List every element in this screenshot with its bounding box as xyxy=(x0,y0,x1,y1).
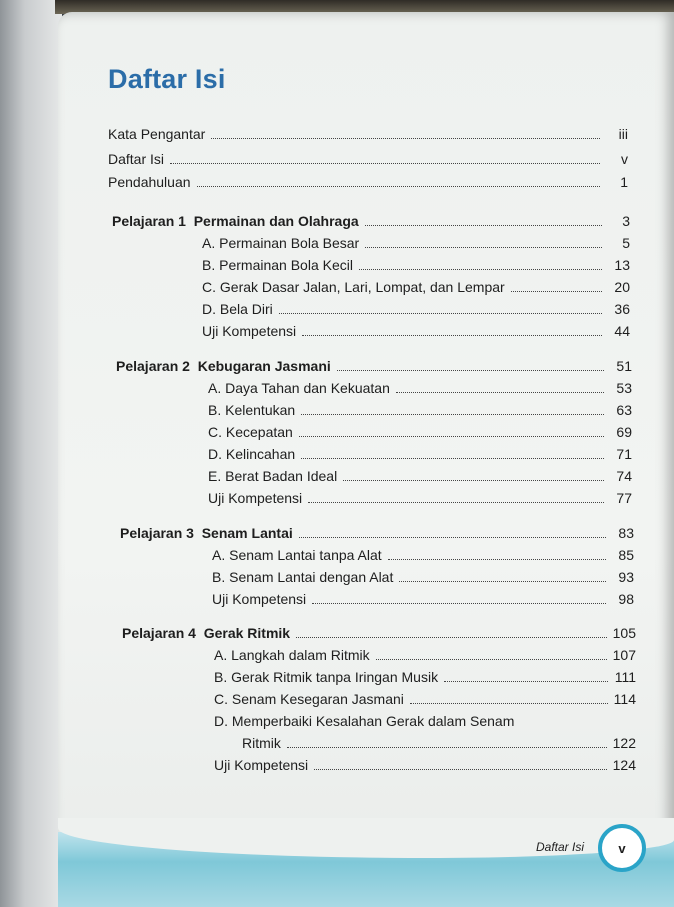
chapter-title: Senam Lantai xyxy=(201,525,293,541)
toc-item: Uji Kompetensi 77 xyxy=(208,490,632,506)
leader-dots xyxy=(308,501,604,503)
leader-dots xyxy=(211,137,600,139)
book-page xyxy=(58,12,674,907)
chapter-title: Gerak Ritmik xyxy=(203,625,291,641)
leader-dots xyxy=(301,413,604,415)
leader-dots xyxy=(279,312,602,314)
leader-dots xyxy=(337,369,604,371)
toc-item: Uji Kompetensi 98 xyxy=(212,591,634,607)
toc-item: B. Gerak Ritmik tanpa Iringan Musik 111 xyxy=(214,669,636,685)
leader-dots xyxy=(301,457,604,459)
toc-chapter-1: Pelajaran 1 Permainan dan Olahraga 3 xyxy=(112,213,630,229)
toc-item: A. Senam Lantai tanpa Alat 85 xyxy=(212,547,634,563)
leader-dots xyxy=(299,536,606,538)
leader-dots xyxy=(359,268,602,270)
toc-item: D. Kelincahan 71 xyxy=(208,446,632,462)
leader-dots xyxy=(170,162,600,164)
leader-dots xyxy=(296,636,607,638)
book-binding xyxy=(0,0,62,907)
leader-dots xyxy=(396,391,604,393)
leader-dots xyxy=(376,658,607,660)
toc-chapter-3: Pelajaran 3 Senam Lantai 83 xyxy=(120,525,634,541)
leader-dots xyxy=(287,746,607,748)
toc-chapter-2: Pelajaran 2 Kebugaran Jasmani 51 xyxy=(116,358,632,374)
chapter-number: Pelajaran 3 xyxy=(120,525,194,541)
leader-dots xyxy=(388,558,606,560)
leader-dots xyxy=(444,680,608,682)
chapter-number: Pelajaran 4 xyxy=(122,625,196,641)
toc-item: B. Kelentukan 63 xyxy=(208,402,632,418)
chapter-title: Permainan dan Olahraga xyxy=(193,213,359,229)
leader-dots xyxy=(312,602,606,604)
toc-item: E. Berat Badan Ideal 74 xyxy=(208,468,632,484)
toc-item: Uji Kompetensi 44 xyxy=(202,323,630,339)
leader-dots xyxy=(365,246,602,248)
toc-item: C. Senam Kesegaran Jasmani 114 xyxy=(214,691,636,707)
leader-dots xyxy=(314,768,606,770)
toc-item: Ritmik 122 xyxy=(242,735,636,751)
footer-label: Daftar Isi xyxy=(536,840,585,854)
toc-item: C. Kecepatan 69 xyxy=(208,424,632,440)
leader-dots xyxy=(410,702,608,704)
toc-item: A. Permainan Bola Besar 5 xyxy=(202,235,630,251)
toc-item: B. Senam Lantai dengan Alat 93 xyxy=(212,569,634,585)
leader-dots xyxy=(343,479,604,481)
toc-item: C. Gerak Dasar Jalan, Lari, Lompat, dan Lempar 20 xyxy=(202,279,630,295)
leader-dots xyxy=(399,580,606,582)
leader-dots xyxy=(197,185,600,187)
page-title: Daftar Isi xyxy=(108,64,226,94)
page-number-badge: v xyxy=(598,824,646,872)
toc-item: D. Memperbaiki Kesalahan Gerak dalam Senam xyxy=(214,713,515,729)
leader-dots xyxy=(511,290,602,292)
chapter-number: Pelajaran 2 xyxy=(116,358,190,374)
toc-item: A. Daya Tahan dan Kekuatan 53 xyxy=(208,380,632,396)
chapter-number: Pelajaran 1 xyxy=(112,213,186,229)
leader-dots xyxy=(365,224,602,226)
chapter-title: Kebugaran Jasmani xyxy=(197,358,331,374)
toc-item: B. Permainan Bola Kecil 13 xyxy=(202,257,630,273)
leader-dots xyxy=(302,334,602,336)
leader-dots xyxy=(299,435,604,437)
toc-chapter-4: Pelajaran 4 Gerak Ritmik 105 xyxy=(122,625,636,641)
toc-item: Uji Kompetensi 124 xyxy=(214,757,636,773)
toc-entry-daftar-isi: Daftar Isi v xyxy=(108,151,628,167)
toc-entry-pendahuluan: Pendahuluan 1 xyxy=(108,174,628,190)
toc-entry-kata-pengantar: Kata Pengantar iii xyxy=(108,126,628,142)
toc-item: D. Bela Diri 36 xyxy=(202,301,630,317)
toc-item: A. Langkah dalam Ritmik 107 xyxy=(214,647,636,663)
